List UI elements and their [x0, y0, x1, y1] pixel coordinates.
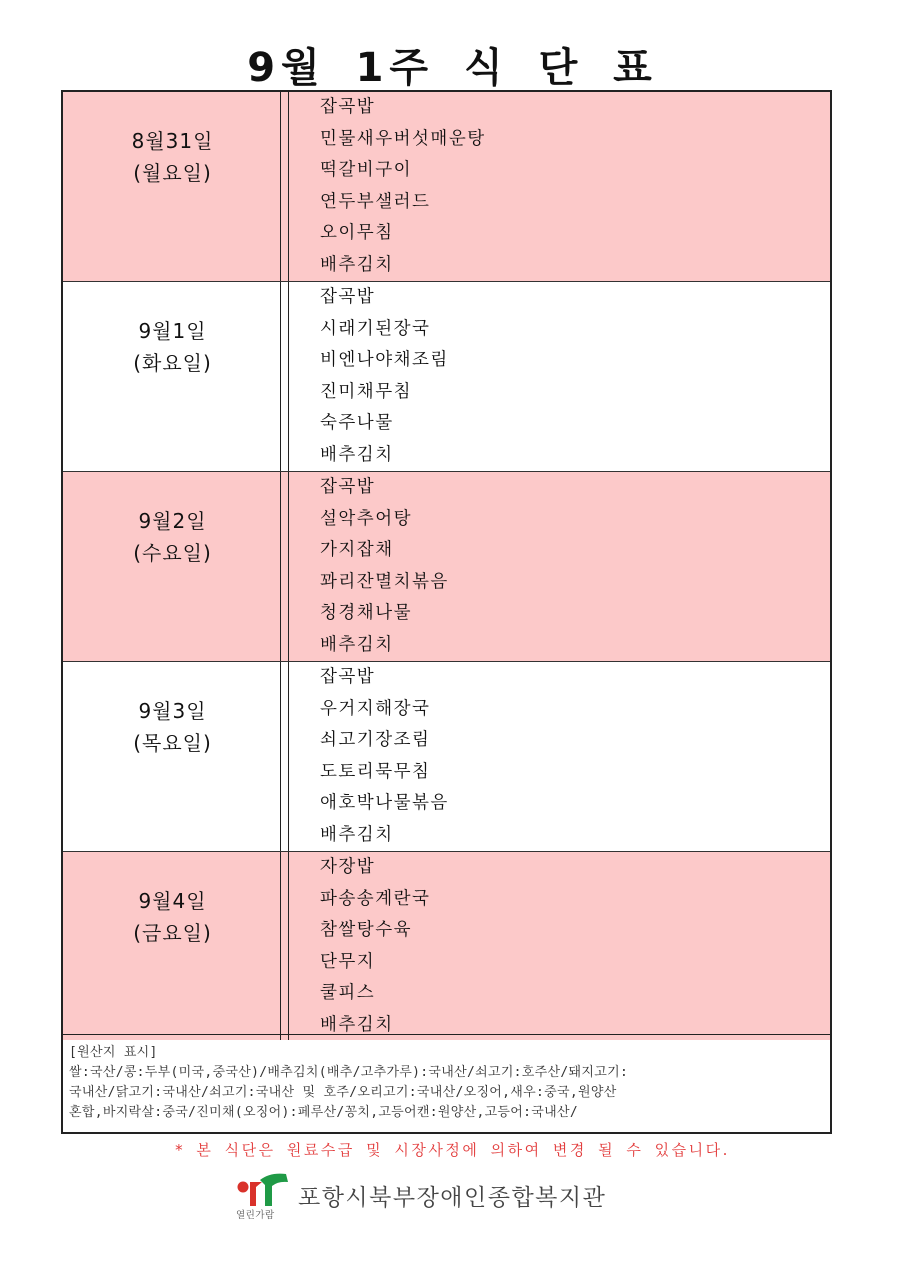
- menu-cell: [320, 92, 820, 281]
- menu-item: 설악추어탕: [320, 508, 413, 529]
- date-cell: [63, 852, 282, 1040]
- menu-cell: [320, 472, 820, 661]
- column-divider: [288, 282, 289, 471]
- menu-item: 오이무침: [320, 223, 394, 243]
- menu-item: 비엔나야채조림: [320, 350, 449, 370]
- day-row: [63, 472, 830, 662]
- weekday-label: (금요일): [133, 921, 212, 945]
- menu-item: 파송송계란국: [320, 888, 431, 909]
- menu-table: [61, 90, 832, 1036]
- menu-cell: [320, 662, 820, 851]
- menu-item: 쇠고기장조림: [320, 730, 431, 750]
- menu-cell: [320, 282, 820, 471]
- change-notice: * 본 식단은 원료수급 및 시장사정에 의하여 변경 될 수 있습니다.: [175, 1141, 730, 1159]
- day-row: [63, 92, 830, 282]
- column-divider: [280, 92, 281, 281]
- menu-item: 숙주나물: [320, 413, 394, 433]
- menu-item: 꽈리잔멸치볶음: [320, 571, 449, 592]
- page-title: 9월 1주 식 단 표: [247, 45, 658, 91]
- menu-item: 잡곡밥: [320, 97, 376, 117]
- column-divider: [288, 92, 289, 281]
- date-label: 8월31일: [131, 129, 214, 153]
- menu-item: 민물새우버섯매운탕: [320, 128, 486, 149]
- column-divider: [288, 852, 289, 1040]
- date-label: 9월4일: [138, 889, 207, 913]
- menu-item: 쿨피스: [320, 983, 376, 1003]
- menu-item: 도토리묵무침: [320, 761, 431, 782]
- origin-heading: [원산지 표시]: [69, 1045, 158, 1060]
- menu-item: 애호박나물볶음: [320, 793, 449, 813]
- column-divider: [280, 662, 281, 851]
- date-label: 9월3일: [138, 699, 207, 723]
- menu-item: 배추김치: [320, 444, 394, 465]
- menu-item: 시래기된장국: [320, 318, 431, 339]
- date-cell: [63, 472, 282, 661]
- origin-line: 쌀:국산/콩:두부(미국,중국산)/배추김치(배추/고추가루):국내산/쇠고기:호주산/돼지고기:: [69, 1065, 629, 1080]
- organization-name: 포항시북부장애인종합복지관: [298, 1185, 607, 1211]
- menu-item: 잡곡밥: [320, 287, 376, 307]
- weekday-label: (수요일): [133, 541, 212, 565]
- column-divider: [280, 472, 281, 661]
- menu-item: 배추김치: [320, 634, 394, 655]
- menu-item: 단무지: [320, 951, 376, 972]
- date-cell: [63, 662, 282, 851]
- origin-line: 국내산/닭고기:국내산/쇠고기:국내산 및 호주/오리고기:국내산/오징어,새우:중국,원양산: [69, 1085, 617, 1100]
- weekday-label: (월요일): [133, 161, 212, 185]
- menu-item: 가지잡채: [320, 540, 394, 560]
- column-divider: [280, 852, 281, 1040]
- menu-item: 잡곡밥: [320, 667, 376, 687]
- menu-item: 진미채무침: [320, 381, 413, 402]
- menu-item: 배추김치: [320, 1014, 394, 1035]
- menu-item: 잡곡밥: [320, 477, 376, 497]
- origin-info: [61, 1034, 832, 1134]
- weekday-label: (목요일): [133, 731, 212, 755]
- weekday-label: (화요일): [133, 351, 212, 375]
- column-divider: [288, 472, 289, 661]
- date-label: 9월1일: [138, 319, 207, 343]
- menu-item: 떡갈비구이: [320, 160, 413, 180]
- column-divider: [280, 282, 281, 471]
- day-row: [63, 662, 830, 852]
- menu-item: 배추김치: [320, 824, 394, 845]
- menu-item: 자장밥: [320, 857, 376, 877]
- origin-line: 혼합,바지락살:중국/진미채(오징어):페루산/꽁치,고등어캔:원양산,고등어:국내산/: [69, 1105, 578, 1120]
- menu-item: 배추김치: [320, 254, 394, 275]
- date-cell: [63, 282, 282, 471]
- menu-cell: [320, 852, 820, 1040]
- menu-item: 청경채나물: [320, 603, 413, 623]
- date-cell: [63, 92, 282, 281]
- column-divider: [288, 662, 289, 851]
- menu-item: 참쌀탕수육: [320, 920, 413, 940]
- day-row: [63, 852, 830, 1040]
- date-label: 9월2일: [138, 509, 207, 533]
- menu-item: 우거지해장국: [320, 698, 431, 719]
- menu-item: 연두부샐러드: [320, 191, 431, 212]
- logo-caption: 열린가람: [236, 1210, 275, 1221]
- day-row: [63, 282, 830, 472]
